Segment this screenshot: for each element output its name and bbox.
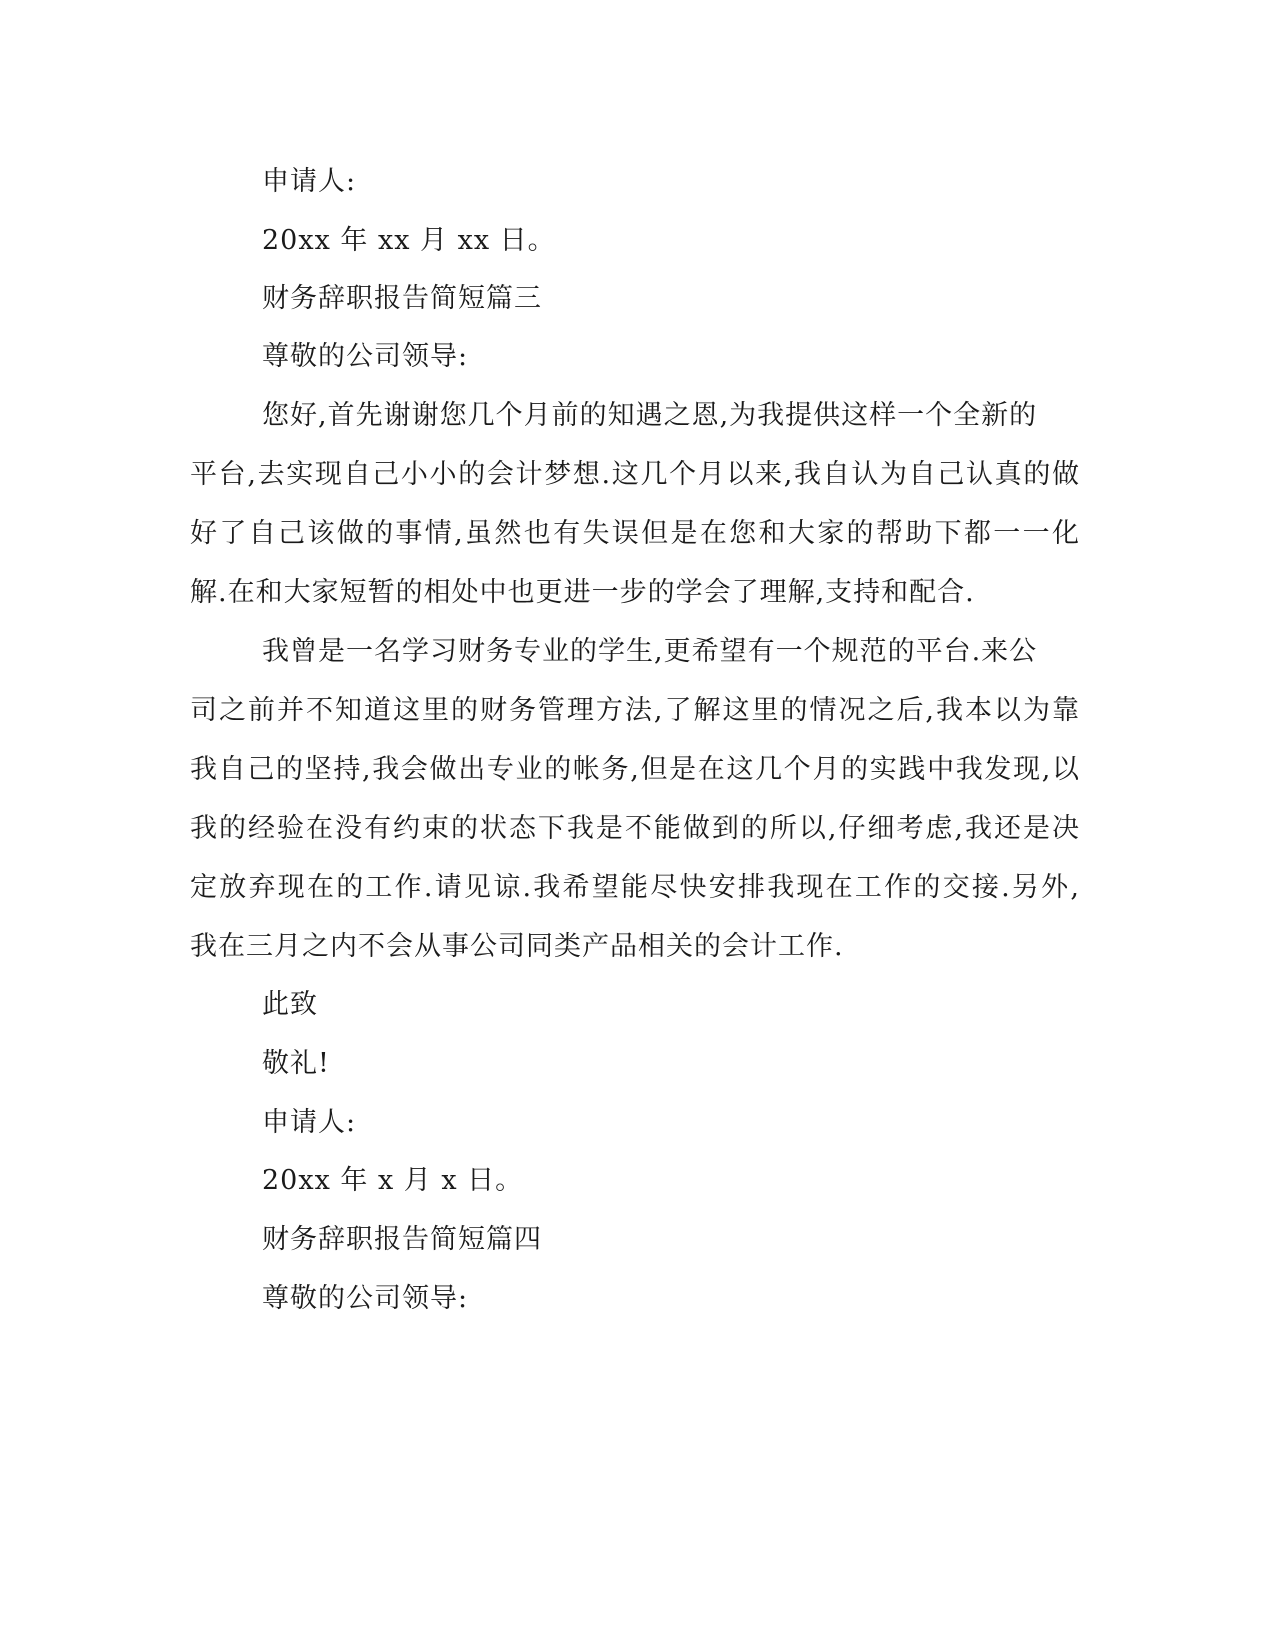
- paragraph-line: 我自己的坚持,我会做出专业的帐务,但是在这几个月的实践中我发现,以: [190, 754, 1080, 785]
- closing-line: 此致: [262, 989, 318, 1020]
- applicant-label: 申请人:: [262, 1107, 357, 1138]
- salutation: 尊敬的公司领导:: [262, 1283, 469, 1314]
- paragraph-line: 定放弃现在的工作.请见谅.我希望能尽快安排我现在工作的交接.另外,: [190, 872, 1080, 903]
- paragraph-line: 司之前并不知道这里的财务管理方法,了解这里的情况之后,我本以为靠: [190, 695, 1080, 726]
- closing-line: 敬礼!: [262, 1048, 330, 1079]
- date-line: 20xx 年 xx 月 xx 日。: [262, 225, 556, 256]
- salutation: 尊敬的公司领导:: [262, 341, 469, 372]
- paragraph-line: 解.在和大家短暂的相处中也更进一步的学会了理解,支持和配合.: [190, 577, 975, 608]
- date-line: 20xx 年 x 月 x 日。: [262, 1165, 524, 1196]
- paragraph-line: 好了自己该做的事情,虽然也有失误但是在您和大家的帮助下都一一化: [190, 518, 1080, 549]
- paragraph-line: 我的经验在没有约束的状态下我是不能做到的所以,仔细考虑,我还是决: [190, 813, 1080, 844]
- paragraph-line: 我曾是一名学习财务专业的学生,更希望有一个规范的平台.来公: [262, 636, 1038, 667]
- section-title: 财务辞职报告简短篇四: [262, 1224, 542, 1255]
- paragraph-line: 我在三月之内不会从事公司同类产品相关的会计工作.: [190, 931, 844, 962]
- paragraph-line: 您好,首先谢谢您几个月前的知遇之恩,为我提供这样一个全新的: [262, 400, 1038, 431]
- paragraph-line: 平台,去实现自己小小的会计梦想.这几个月以来,我自认为自己认真的做: [190, 459, 1080, 490]
- applicant-label: 申请人:: [262, 166, 357, 197]
- section-title: 财务辞职报告简短篇三: [262, 283, 542, 314]
